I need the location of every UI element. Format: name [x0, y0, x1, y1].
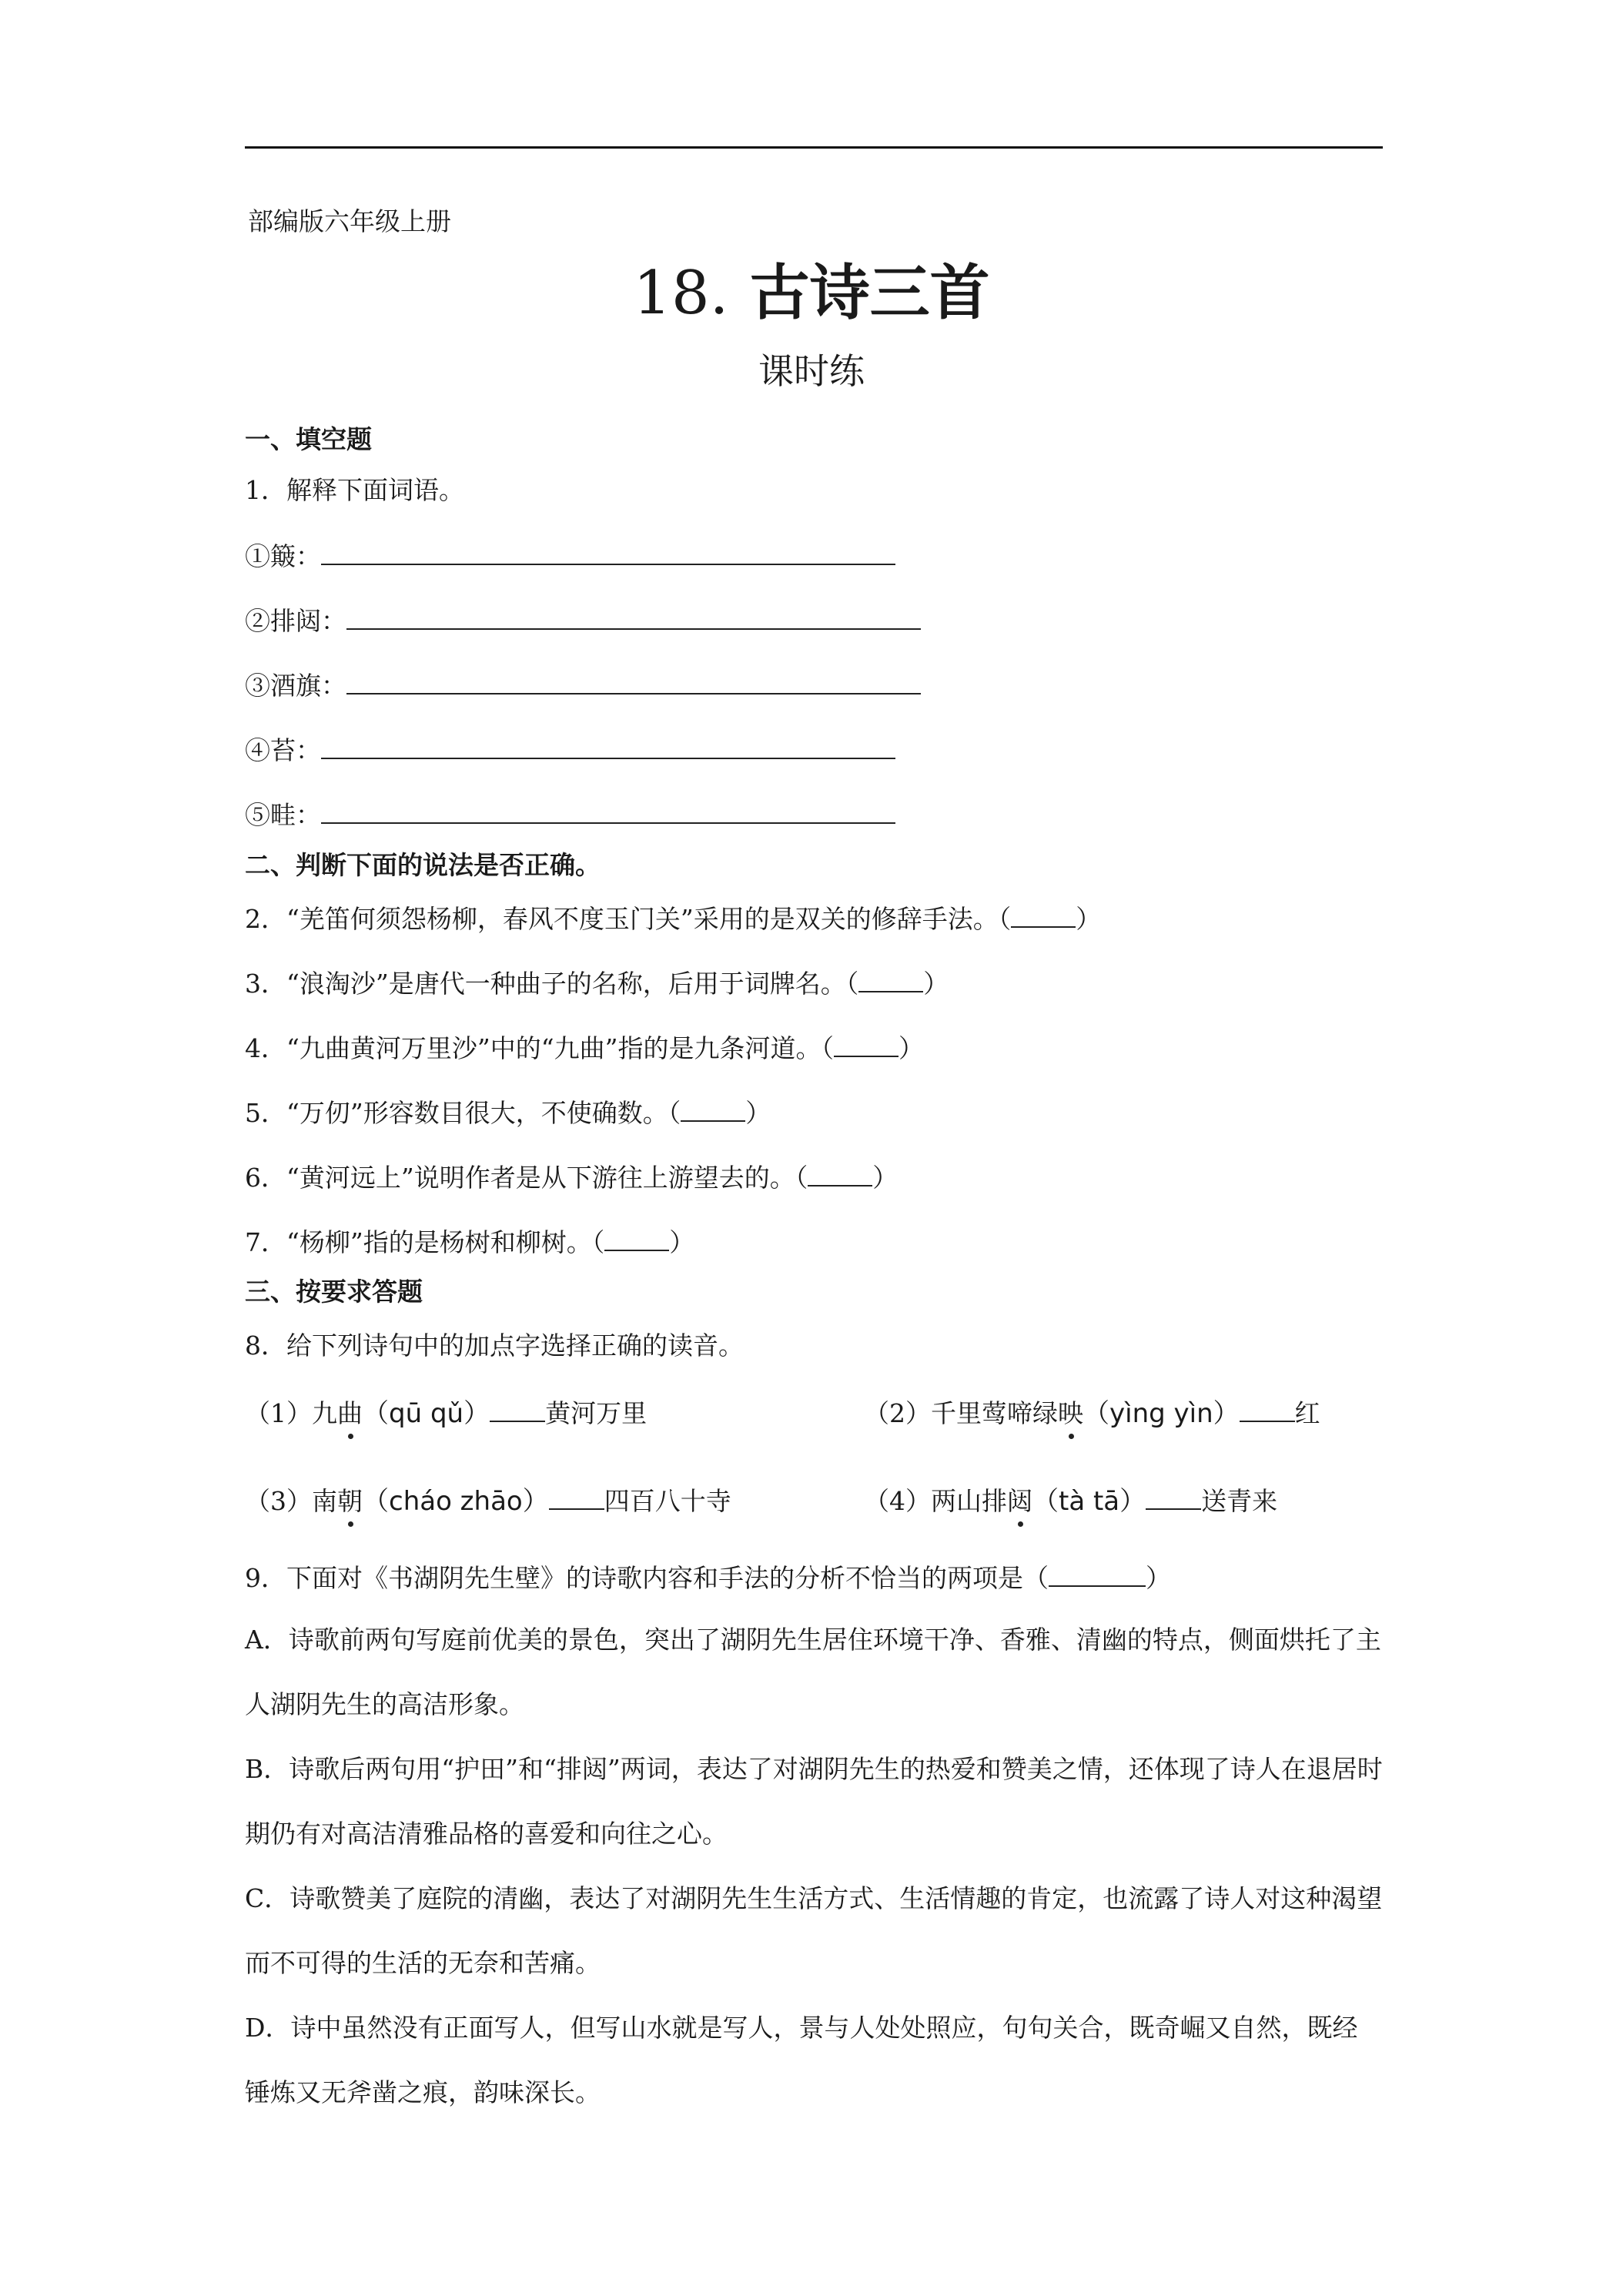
answer-blank[interactable] — [681, 1100, 745, 1122]
lesson-title: 古诗三首 — [749, 258, 990, 328]
fill-item-3 — [245, 666, 921, 702]
pinyin-options: （yìng yìn） — [1083, 1398, 1240, 1429]
dotted-char: 朝 — [337, 1486, 363, 1516]
page-subtitle: 课时练 — [758, 350, 865, 392]
pinyin-item-3 — [245, 1480, 731, 1518]
section-heading-2: 二、判断下面的说法是否正确。 — [245, 850, 601, 880]
pinyin-options: （qū qǔ） — [363, 1398, 490, 1429]
answer-blank[interactable] — [490, 1401, 545, 1422]
answer-blank[interactable] — [604, 1230, 669, 1251]
answer-blank[interactable] — [1240, 1401, 1295, 1422]
answer-blank[interactable] — [1011, 906, 1076, 928]
lesson-number: 18. — [633, 259, 729, 328]
pinyin-item-2 — [864, 1392, 1320, 1430]
answer-line[interactable] — [321, 541, 895, 565]
section-heading-1: 一、填空题 — [245, 424, 372, 454]
answer-blank[interactable] — [1146, 1488, 1201, 1510]
judge-text: 3．“浪淘沙”是唐代一种曲子的名称，后用于词牌名。（ — [245, 969, 859, 999]
section-heading-3: 三、按要求答题 — [245, 1277, 423, 1307]
question-9-text: 9．下面对《书湖阴先生壁》的诗歌内容和手法的分析不恰当的两项是（ — [245, 1563, 1049, 1593]
answer-blank[interactable] — [834, 1036, 899, 1057]
paren-close: ） — [898, 1033, 924, 1063]
dotted-char: 闼 — [1007, 1486, 1032, 1516]
pinyin-pre: （3）南 — [245, 1486, 337, 1516]
fill-item-1 — [245, 537, 895, 573]
answer-blank[interactable] — [1049, 1565, 1146, 1587]
paren-close: ） — [1076, 904, 1102, 934]
option-a: A．诗歌前两句写庭前优美的景色，突出了湖阴先生居住环境干净、香雅、清幽的特点，侧面烘托了主人湖阴先生的高洁形象。 — [245, 1625, 1381, 1719]
question-9 — [245, 1558, 1171, 1595]
pinyin-post: 红 — [1294, 1398, 1320, 1428]
pinyin-options: （cháo zhāo） — [363, 1486, 549, 1517]
fill-item-label: ⑤畦： — [245, 800, 321, 830]
dotted-char: 映 — [1058, 1398, 1083, 1428]
judge-item-6 — [245, 1158, 898, 1194]
paren-close: ） — [745, 1098, 771, 1128]
judge-text: 4．“九曲黄河万里沙”中的“九曲”指的是九条河道。（ — [245, 1033, 834, 1063]
answer-blank[interactable] — [808, 1165, 872, 1186]
pinyin-post: 四百八十寺 — [604, 1486, 731, 1516]
answer-blank[interactable] — [858, 971, 923, 992]
fill-item-label: ④苔： — [245, 735, 321, 765]
grade-label: 部编版六年级上册 — [248, 206, 451, 236]
answer-line[interactable] — [346, 605, 921, 630]
option-d: D．诗中虽然没有正面写人，但写山水就是写人，景与人处处照应，句句关合，既奇崛又自然，既经锤炼又无斧凿之痕，韵味深长。 — [245, 2013, 1358, 2107]
option-c: C．诗歌赞美了庭院的清幽，表达了对湖阴先生生活方式、生活情趣的肯定，也流露了诗人对这种渴望而不可得的生活的无奈和苦痛。 — [245, 1883, 1383, 1978]
judge-item-4 — [245, 1029, 924, 1065]
question-8: 8．给下列诗句中的加点字选择正确的读音。 — [245, 1330, 744, 1361]
judge-item-5 — [245, 1093, 771, 1130]
answer-blank[interactable] — [549, 1488, 604, 1510]
fill-item-label: ②排闼： — [245, 606, 346, 636]
pinyin-pre: （4）两山排 — [864, 1486, 1007, 1516]
fill-item-label: ③酒旗： — [245, 671, 346, 701]
fill-item-label: ①簸： — [245, 541, 321, 571]
judge-text: 2．“羌笛何须怨杨柳，春风不度玉门关”采用的是双关的修辞手法。（ — [245, 904, 1012, 934]
dotted-char: 曲 — [337, 1398, 363, 1428]
paren-close: ） — [923, 969, 949, 999]
pinyin-item-4 — [864, 1480, 1277, 1518]
paren-close: ） — [1146, 1563, 1171, 1593]
pinyin-post: 送青来 — [1201, 1486, 1278, 1516]
judge-item-2 — [245, 899, 1101, 935]
answer-line[interactable] — [321, 799, 895, 824]
pinyin-item-1 — [245, 1392, 647, 1430]
answer-line[interactable] — [346, 670, 921, 694]
pinyin-options: （tà tā） — [1032, 1486, 1146, 1517]
judge-item-7 — [245, 1223, 694, 1259]
paren-close: ） — [669, 1227, 695, 1257]
judge-text: 6．“黄河远上”说明作者是从下游往上游望去的。（ — [245, 1163, 808, 1193]
pinyin-pre: （2）千里莺啼绿 — [864, 1398, 1058, 1428]
question-1: 1．解释下面词语。 — [245, 475, 464, 505]
answer-line[interactable] — [321, 735, 895, 759]
fill-item-2 — [245, 601, 921, 638]
header-rule — [245, 146, 1383, 149]
page-title — [0, 245, 1623, 331]
paren-close: ） — [872, 1163, 899, 1193]
judge-text: 5．“万仞”形容数目很大，不使确数。（ — [245, 1098, 681, 1128]
pinyin-post: 黄河万里 — [545, 1398, 648, 1428]
judge-item-3 — [245, 964, 949, 1000]
judge-text: 7．“杨柳”指的是杨树和柳树。（ — [245, 1227, 605, 1257]
option-b: B．诗歌后两句用“护田”和“排闼”两词，表达了对湖阴先生的热爱和赞美之情，还体现了诗人在退居时期仍有对高洁清雅品格的喜爱和向往之心。 — [245, 1754, 1383, 1849]
fill-item-5 — [245, 795, 895, 832]
fill-item-4 — [245, 731, 895, 767]
pinyin-pre: （1）九 — [245, 1398, 337, 1428]
